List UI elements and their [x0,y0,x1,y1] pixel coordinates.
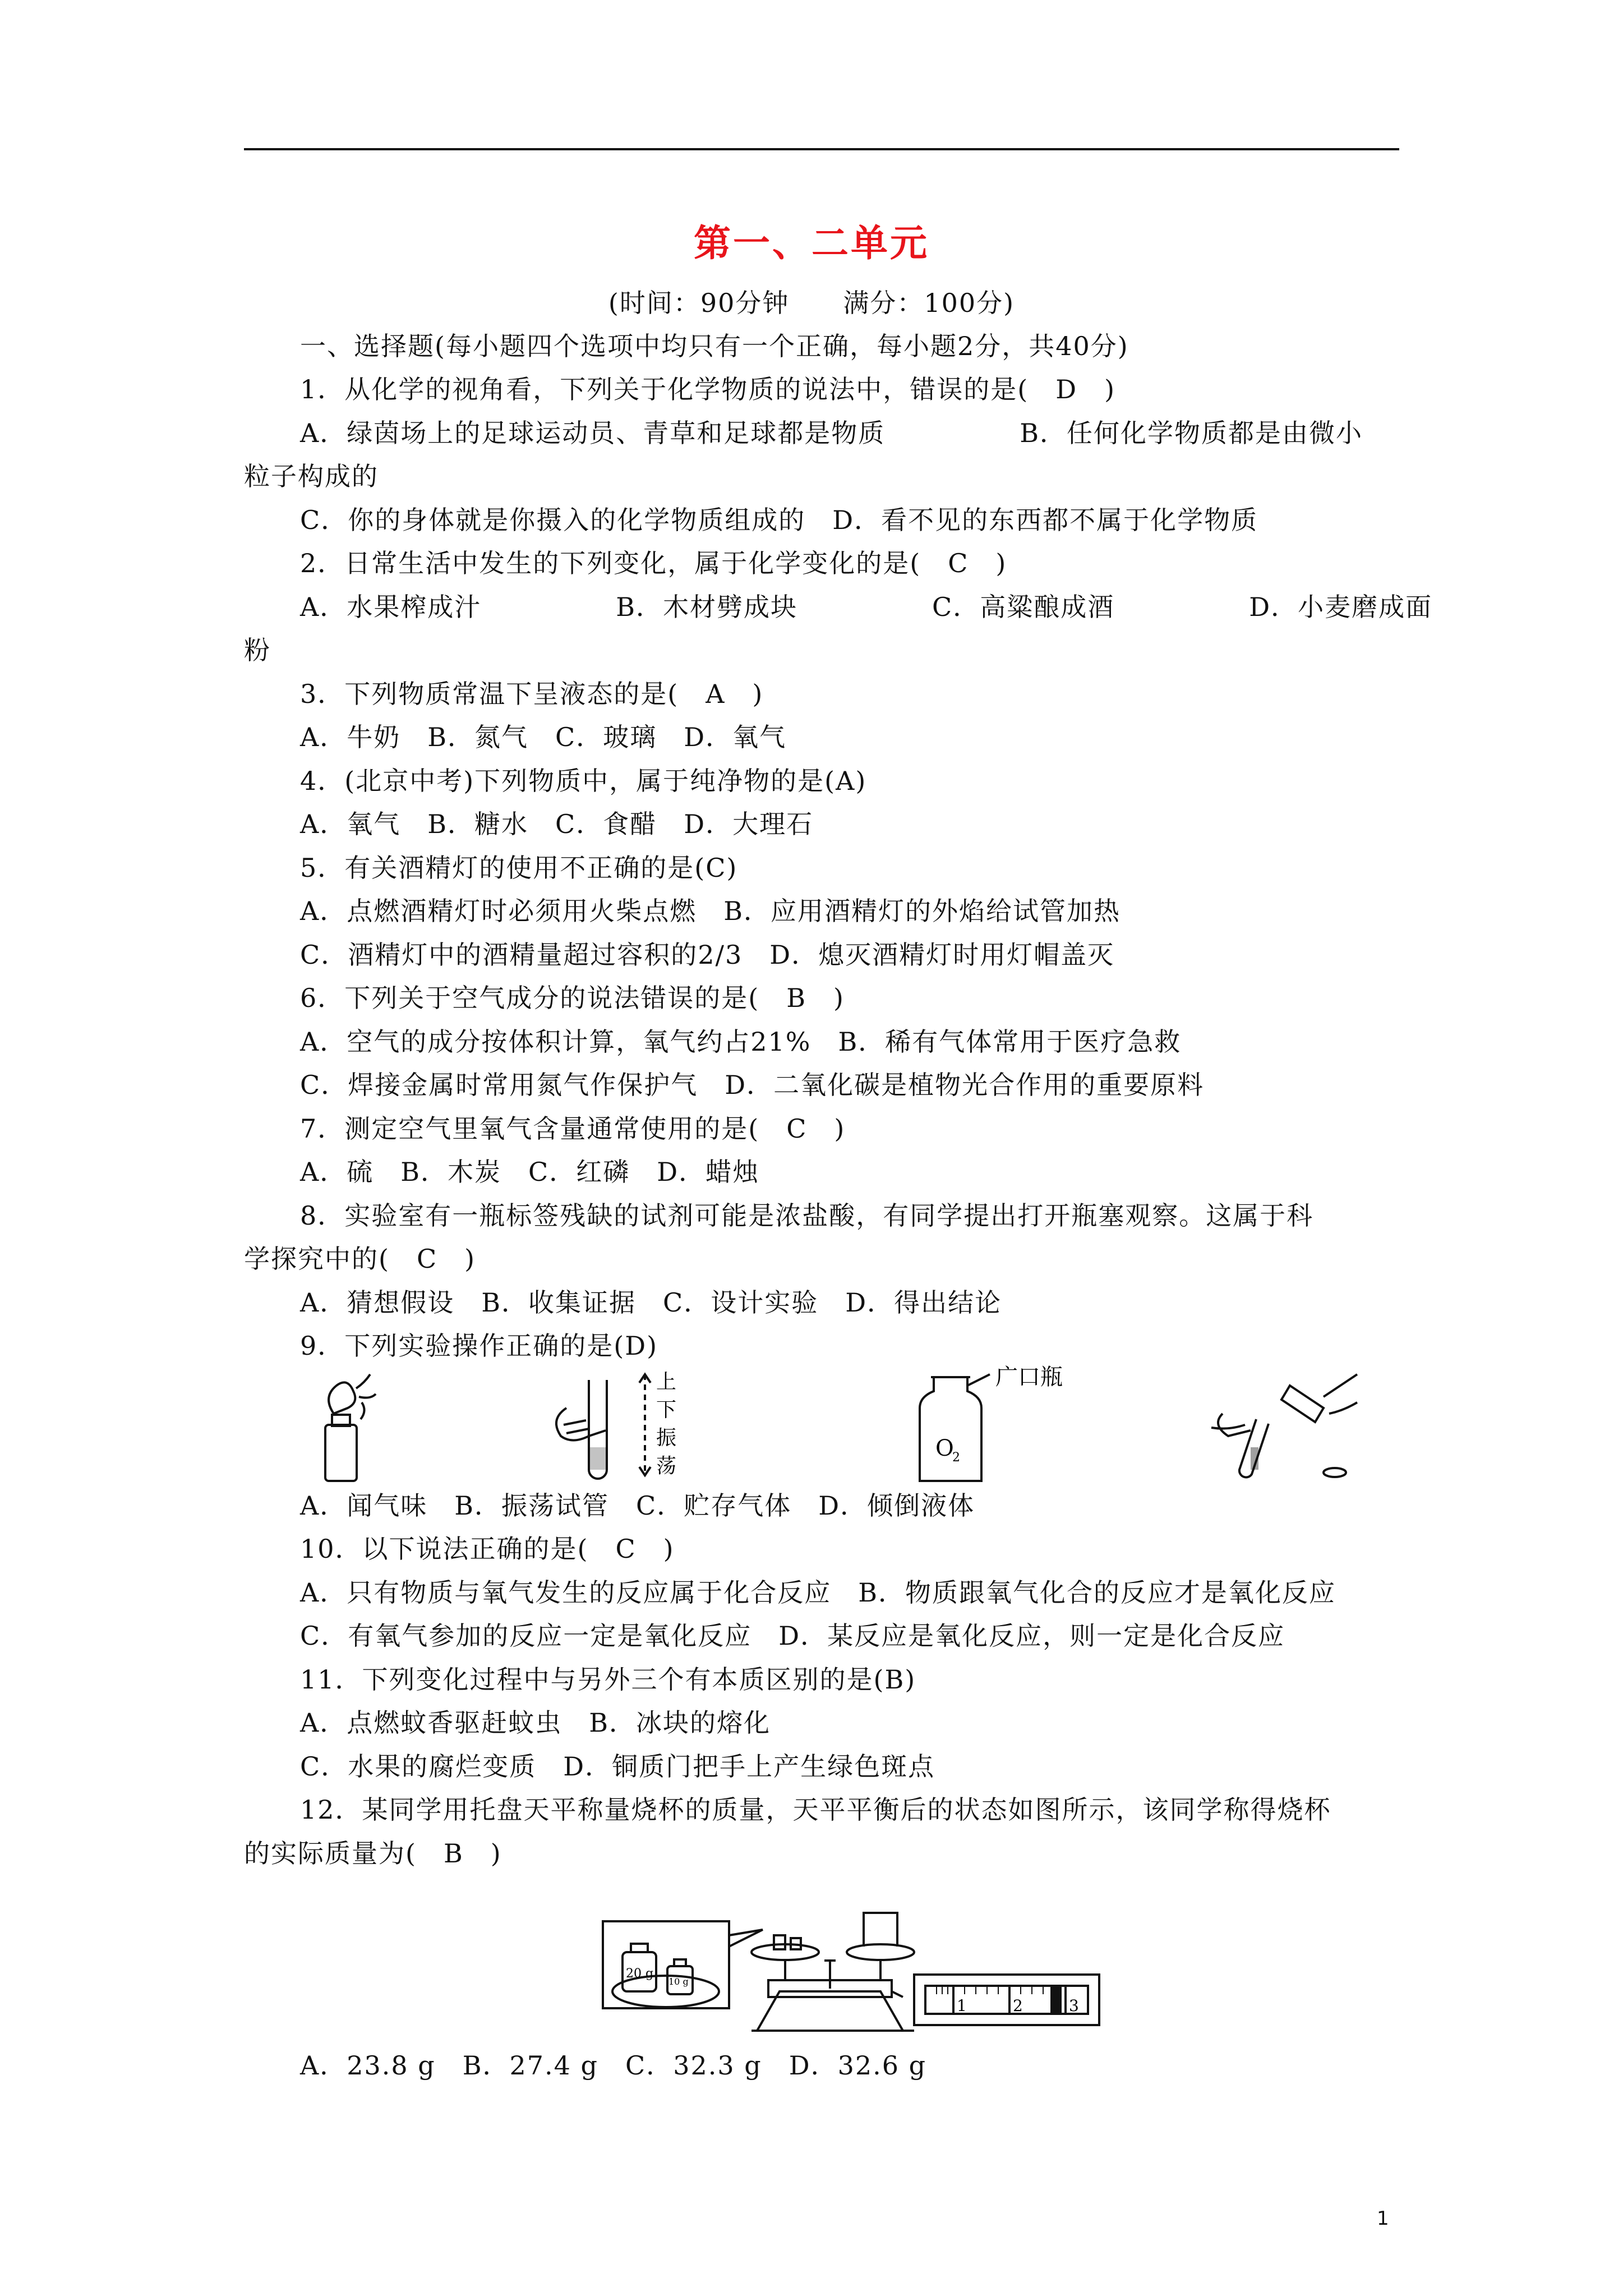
q9-options: A．闻气味 B．振荡试管 C．贮存气体 D．倾倒液体 [300,1490,975,1521]
q4-options: A．氧气 B．糖水 C．食醋 D．大理石 [300,809,814,839]
q10-options-line2: C．有氧气参加的反应一定是氧化反应 D．某反应是氧化反应，则一定是化合反应 [300,1621,1285,1651]
question-10: 10．以下说法正确的是( C ) [300,1534,675,1564]
shake-label-2: 下 [656,1398,677,1421]
shake-label-1: 上 [656,1370,677,1393]
shake-label-4: 荡 [656,1455,677,1478]
section-heading: 一、选择题(每小题四个选项中均只有一个正确，每小题2分，共40分) [300,331,1129,361]
question-8: 8．实验室有一瓶标签残缺的试剂可能是浓盐酸，有同学提出打开瓶塞观察。这属于科 [300,1200,1314,1231]
question-4: 4．(北京中考)下列物质中，属于纯净物的是(A) [300,766,867,796]
q7-options: A．硫 B．木炭 C．红磷 D．蜡烛 [300,1157,760,1187]
scale-tick-1: 1 [957,1996,967,2015]
weight-20g-label: 20 g [626,1967,654,1981]
question-9: 9．下列实验操作正确的是(D) [300,1331,658,1361]
question-11: 11．下列变化过程中与另外三个有本质区别的是(B) [300,1664,916,1695]
q6-options-line2: C．焊接金属时常用氮气作保护气 D．二氧化碳是植物光合作用的重要原料 [300,1070,1205,1100]
pan-weight-icon [774,1935,785,1949]
wide-mouth-bottle-label: 广口瓶 [995,1364,1063,1390]
bottle-gas-label: O [935,1435,954,1461]
question-3: 3．下列物质常温下呈液态的是( A ) [300,679,764,709]
q8-options: A．猜想假设 B．收集证据 C．设计实验 D．得出结论 [300,1287,1002,1318]
bottle-gas-subscript: 2 [952,1451,960,1465]
q5-options-line1: A．点燃酒精灯时必须用火柴点燃 B．应用酒精灯的外焰给试管加热 [300,896,1121,926]
question-2: 2．日常生活中发生的下列变化，属于化学变化的是( C ) [300,548,1007,578]
beaker-icon [864,1913,897,1947]
q3-options: A．牛奶 B．氮气 C．玻璃 D．氧气 [300,722,787,752]
scale-tick-2: 2 [1013,1996,1023,2015]
q11-options-line1: A．点燃蚊香驱赶蚊虫 B．冰块的熔化 [300,1708,771,1738]
question-12-wrap: 的实际质量为( B ) [244,1838,502,1869]
weight-10g-label: 10 g [668,1976,689,1987]
q2-options-wrap: 粉 [244,635,271,665]
q12-options: A．23.8 g B．27.4 g C．32.3 g D．32.6 g [300,2050,927,2081]
q6-options-line1: A．空气的成分按体积计算，氧气约占21% B．稀有气体常用于医疗急救 [300,1027,1182,1057]
question-1: 1．从化学的视角看，下列关于化学物质的说法中，错误的是( D ) [300,374,1116,404]
page-title: 第一、二单元 [694,222,929,265]
question-12: 12．某同学用托盘天平称量烧杯的质量，天平平衡后的状态如图所示，该同学称得烧杯 [300,1795,1331,1825]
wide-mouth-bottle-icon [920,1374,990,1481]
pour-liquid-icon [1211,1374,1357,1478]
q1-options-line2: C．你的身体就是你摄入的化学物质组成的 D．看不见的东西都不属于化学物质 [300,505,1258,535]
shake-label-3: 振 [656,1427,677,1450]
q1-options-line1: A．绿茵场上的足球运动员、青草和足球都是物质 B．任何化学物质都是由微小 [300,418,1363,448]
q12-balance-figure [600,1890,1105,2036]
smell-bottle-icon [325,1374,376,1481]
q11-options-line2: C．水果的腐烂变质 D．铜质门把手上产生绿色斑点 [300,1751,935,1782]
q2-options: A．水果榨成汁 B．木材劈成块 C．高粱酿成酒 D．小麦磨成面 [300,592,1433,622]
rider-icon [1052,1986,1061,2014]
q9-figure [303,1363,1402,1487]
question-8-wrap: 学探究中的( C ) [244,1244,476,1274]
question-6: 6．下列关于空气成分的说法错误的是( B ) [300,983,845,1013]
q1-options-wrap: 粒子构成的 [244,461,379,491]
exam-meta: (时间：90分钟 满分：100分) [608,288,1015,318]
q5-options-line2: C．酒精灯中的酒精量超过容积的2/3 D．熄灭酒精灯时用灯帽盖灭 [300,940,1115,970]
q10-options-line1: A．只有物质与氧气发生的反应属于化合反应 B．物质跟氧气化合的反应才是氧化反应 [300,1577,1336,1608]
question-7: 7．测定空气里氧气含量通常使用的是( C ) [300,1114,846,1144]
shake-tube-icon [556,1374,651,1479]
question-5: 5．有关酒精灯的使用不正确的是(C) [300,853,738,883]
scale-tick-3: 3 [1069,1996,1079,2015]
header-rule [244,148,1399,150]
page-number: 1 [1377,2207,1389,2230]
